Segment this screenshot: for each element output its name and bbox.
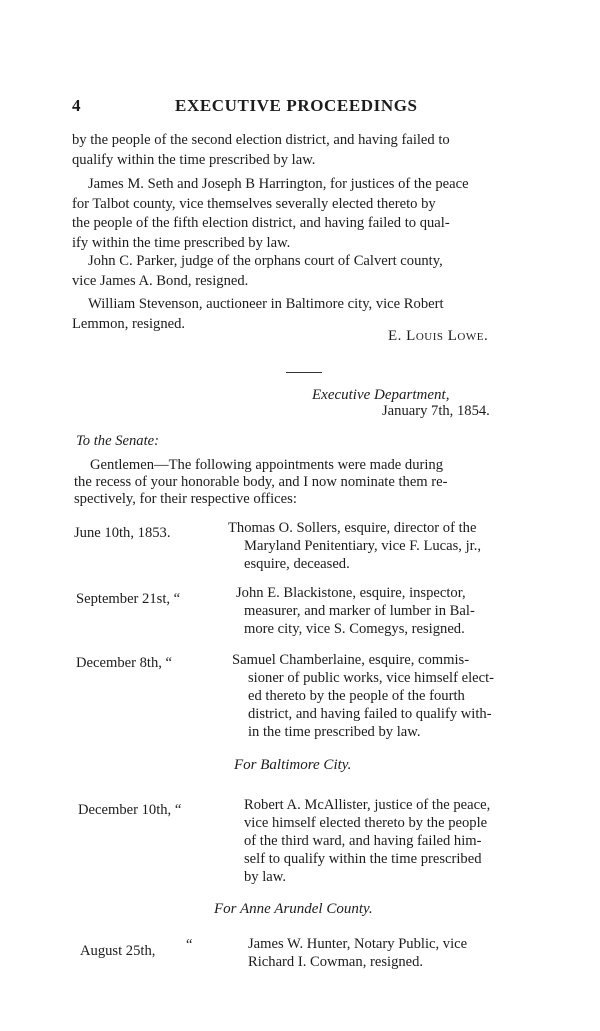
text-line: of the third ward, and having failed him- bbox=[244, 833, 482, 849]
text-line: in the time prescribed by law. bbox=[248, 724, 421, 740]
text-line: district, and having failed to qualify with- bbox=[248, 706, 492, 722]
letter-intro bbox=[74, 457, 534, 508]
text-line: for Talbot county, vice themselves severally elected thereto by bbox=[72, 195, 436, 212]
appointment-date: June 10th, 1853. bbox=[74, 525, 171, 541]
section-heading-baltimore: For Baltimore City. bbox=[234, 757, 352, 773]
text-line: ed thereto by the people of the fourth bbox=[248, 688, 465, 704]
letter-date: January 7th, 1854. bbox=[382, 403, 490, 419]
running-title: EXECUTIVE PROCEEDINGS bbox=[175, 96, 418, 115]
text-line: spectively, for their respective offices: bbox=[74, 491, 297, 507]
text-line: by law. bbox=[244, 869, 287, 885]
appointment-entry bbox=[236, 584, 475, 638]
text-line: measurer, and marker of lumber in Bal- bbox=[244, 603, 475, 619]
text-line: Thomas O. Sollers, esquire, director of the bbox=[228, 520, 477, 536]
appointment-entry bbox=[248, 935, 467, 971]
text-line: Maryland Penitentiary, vice F. Lucas, jr., bbox=[244, 538, 481, 554]
section-heading-anne-arundel: For Anne Arundel County. bbox=[214, 901, 373, 917]
text-line: esquire, deceased. bbox=[244, 556, 350, 572]
appointment-entry bbox=[244, 796, 490, 886]
text-line: Richard I. Cowman, resigned. bbox=[248, 954, 424, 970]
text-line: Gentlemen—The following appointments were made during bbox=[90, 457, 443, 473]
department-heading: Executive Department, bbox=[312, 387, 450, 403]
text-line: Robert A. McAllister, justice of the peace, bbox=[244, 797, 491, 813]
paragraph-parker bbox=[72, 252, 530, 291]
appointment-entry bbox=[232, 651, 494, 741]
appointment-date: September 21st, “ bbox=[76, 591, 181, 607]
text-line: vice himself elected thereto by the people bbox=[244, 815, 488, 831]
ditto-mark: “ bbox=[186, 937, 193, 953]
paragraph-seth-harrington bbox=[72, 175, 530, 253]
salutation: To the Senate: bbox=[76, 433, 159, 449]
text-line: vice James A. Bond, resigned. bbox=[72, 272, 249, 289]
text-line: John E. Blackistone, esquire, inspector, bbox=[236, 585, 466, 601]
appointment-date: December 10th, “ bbox=[78, 802, 182, 818]
text-line: Samuel Chamberlaine, esquire, commis- bbox=[232, 652, 470, 668]
appointment-date: December 8th, “ bbox=[76, 655, 173, 671]
text-line: Lemmon, resigned. bbox=[72, 315, 186, 332]
text-line: John C. Parker, judge of the orphans court of Calvert county, bbox=[88, 253, 443, 269]
text-line: the people of the fifth election district, and having failed to qual- bbox=[72, 215, 450, 231]
page-number: 4 bbox=[72, 96, 82, 115]
text-line: the recess of your honorable body, and I now nominate them re- bbox=[74, 474, 448, 490]
appointment-date: August 25th, bbox=[80, 943, 156, 959]
text-line: more city, vice S. Comegys, resigned. bbox=[244, 621, 465, 637]
text-line: James W. Hunter, Notary Public, vice bbox=[248, 936, 468, 952]
text-line: by the people of the second election district, and having failed to bbox=[72, 132, 450, 148]
text-line: William Stevenson, auctioneer in Baltimore city, vice Robert bbox=[88, 296, 444, 312]
text-line: James M. Seth and Joseph B Harrington, for justices of the peace bbox=[88, 176, 469, 192]
section-divider bbox=[286, 372, 322, 373]
paragraph-continuation bbox=[72, 131, 530, 170]
signature: E. Louis Lowe. bbox=[388, 328, 489, 344]
text-line: qualify within the time prescribed by law. bbox=[72, 151, 316, 168]
text-line: sioner of public works, vice himself elect- bbox=[248, 670, 494, 686]
appointment-entry bbox=[228, 519, 481, 573]
text-line: self to qualify within the time prescribed bbox=[244, 851, 482, 867]
text-line: ify within the time prescribed by law. bbox=[72, 234, 291, 251]
